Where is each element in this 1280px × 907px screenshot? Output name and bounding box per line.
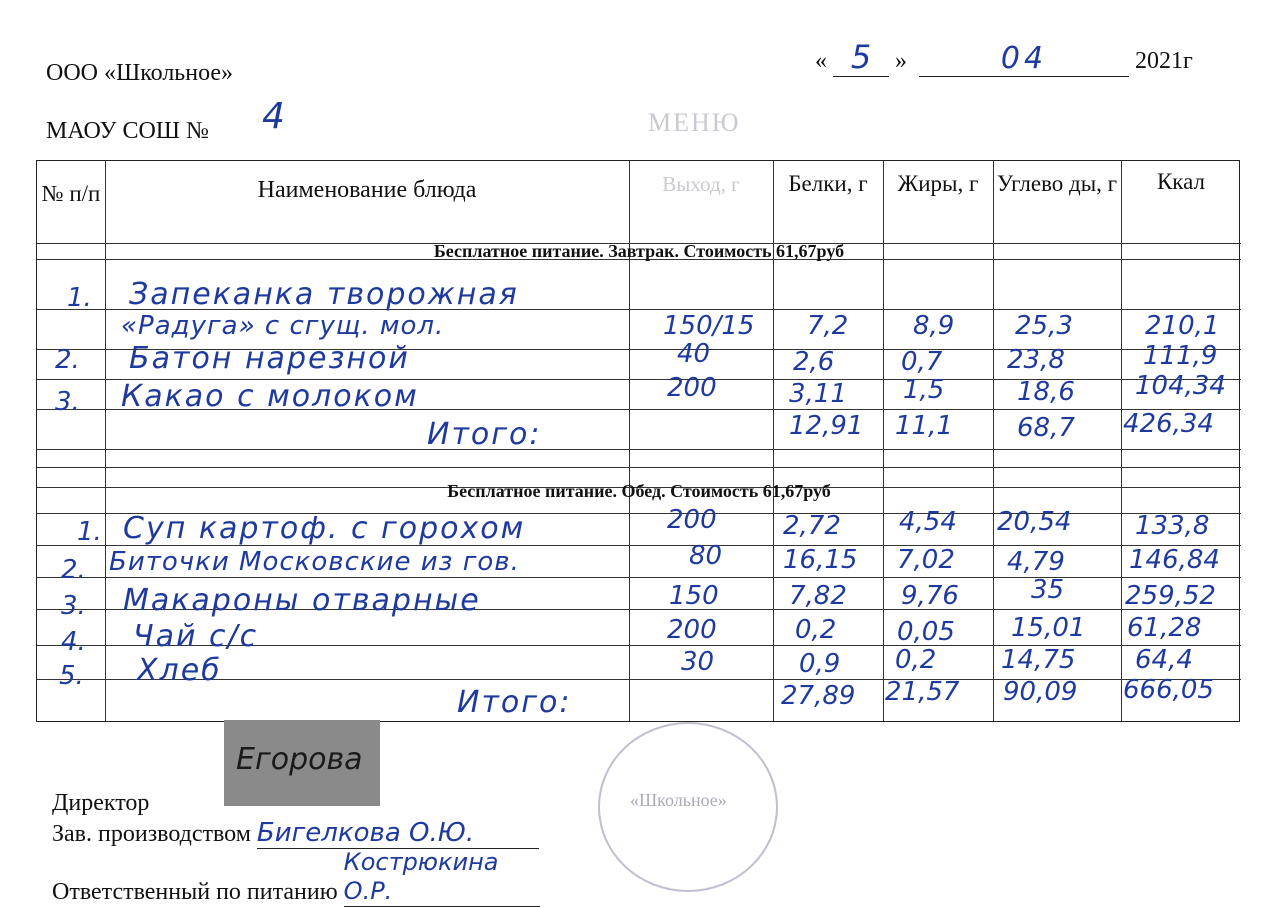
row-fat: 0,2	[895, 645, 937, 675]
row-dish-name: Суп картоф. с горохом	[123, 511, 526, 546]
row-carbs: 25,3	[1015, 311, 1073, 341]
row-protein: 0,2	[795, 615, 837, 645]
row-protein: 7,2	[807, 311, 849, 341]
row-carbs: 18,6	[1017, 377, 1075, 407]
row-num: 4.	[61, 627, 86, 657]
col-header-protein: Белки, г	[788, 171, 868, 196]
row-protein: 7,82	[789, 581, 847, 611]
row-fat: 11,1	[895, 411, 953, 441]
row-carbs: 23,8	[1007, 345, 1065, 375]
row-fat: 0,05	[897, 617, 955, 647]
row-kcal: 146,84	[1129, 545, 1220, 575]
production-label: Зав. производством	[52, 821, 251, 847]
row-num: 2.	[61, 555, 86, 585]
row-kcal: 666,05	[1123, 675, 1214, 705]
row-dish-name: «Радуга» с сгущ. мол.	[121, 311, 445, 341]
school-number: 4	[262, 96, 285, 137]
row-weight: 200	[667, 615, 717, 645]
row-protein: 12,91	[789, 411, 864, 441]
row-fat: 9,76	[901, 581, 959, 611]
row-weight: 200	[667, 505, 717, 535]
row-dish-name: Чай с/с	[133, 619, 259, 654]
row-carbs: 14,75	[1001, 645, 1076, 675]
row-protein: 27,89	[781, 681, 856, 711]
organization-name: ООО «Школьное»	[46, 60, 234, 86]
breakfast-section-title: Бесплатное питание. Завтрак. Стоимость 61,67руб	[433, 241, 845, 261]
row-kcal: 61,28	[1127, 613, 1202, 643]
director-signature: Егорова	[236, 742, 363, 777]
row-weight: 80	[689, 541, 723, 571]
date-line	[815, 38, 1193, 77]
menu-title: МЕНЮ	[648, 108, 741, 137]
row-protein: 16,15	[783, 545, 858, 575]
row-weight: 150/15	[663, 311, 755, 341]
row-fat: 8,9	[913, 311, 955, 341]
production-signature: Бигелкова О.Ю.	[256, 818, 475, 848]
row-num: 5.	[59, 661, 84, 691]
date-day: 5	[850, 38, 872, 76]
date-year: 2021г	[1135, 48, 1193, 74]
school-label	[46, 118, 209, 145]
row-num: 3.	[61, 591, 86, 621]
row-protein: 2,6	[793, 347, 835, 377]
row-protein: 0,9	[799, 649, 841, 679]
row-total-label: Итого:	[427, 417, 542, 452]
row-weight: 200	[667, 373, 717, 403]
row-carbs: 90,09	[1003, 677, 1078, 707]
responsible-label: Ответственный по питанию	[52, 879, 338, 905]
date-month: 04	[1000, 41, 1048, 76]
col-header-fat: Жиры, г	[897, 171, 979, 196]
row-fat: 0,7	[901, 347, 943, 377]
row-kcal: 426,34	[1123, 409, 1214, 439]
row-kcal: 104,34	[1135, 371, 1226, 401]
row-dish-name: Хлеб	[137, 653, 222, 688]
date-close-quote: »	[895, 48, 907, 74]
date-open-quote: «	[815, 48, 827, 74]
school-label-text: МАОУ СОШ №	[46, 118, 209, 144]
row-fat: 4,54	[899, 507, 957, 537]
row-dish-name: Батон нарезной	[129, 341, 410, 376]
row-num: 3.	[55, 387, 80, 417]
row-weight: 30	[681, 647, 715, 677]
row-fat: 21,57	[885, 677, 960, 707]
row-dish-name: Биточки Московские из гов.	[109, 547, 520, 577]
row-dish-name: Запеканка творожная	[129, 277, 519, 312]
row-fat: 7,02	[897, 545, 955, 575]
row-num: 2.	[55, 345, 80, 375]
row-num: 1.	[67, 283, 92, 313]
row-carbs: 20,54	[997, 507, 1072, 537]
row-kcal: 133,8	[1135, 511, 1210, 541]
responsible-line	[52, 848, 540, 907]
row-weight: 150	[669, 581, 719, 611]
lunch-section-title: Бесплатное питание. Обед. Стоимость 61,67руб	[447, 481, 831, 501]
row-carbs: 15,01	[1011, 613, 1086, 643]
row-weight: 40	[677, 339, 711, 369]
row-dish-name: Какао с молоком	[121, 379, 419, 414]
row-dish-name: Макароны отварные	[123, 583, 481, 618]
col-header-kcal: Ккал	[1156, 169, 1206, 194]
row-num: 1.	[77, 517, 102, 547]
row-kcal: 64,4	[1135, 645, 1193, 675]
menu-table	[36, 160, 1240, 722]
responsible-signature: Кострюкина О.Р.	[343, 848, 499, 905]
row-kcal: 111,9	[1143, 341, 1218, 371]
stamp-text: «Школьное»	[630, 790, 727, 810]
row-protein: 3,11	[789, 379, 847, 409]
col-header-num: № п/п	[41, 181, 101, 206]
row-protein: 2,72	[783, 511, 841, 541]
row-kcal: 259,52	[1125, 581, 1216, 611]
row-fat: 1,5	[903, 375, 945, 405]
row-carbs: 35	[1031, 575, 1065, 605]
col-header-carbs: Углево ды, г	[996, 171, 1118, 196]
row-carbs: 68,7	[1017, 413, 1075, 443]
col-header-name: Наименование блюда	[257, 177, 477, 203]
row-carbs: 4,79	[1007, 547, 1065, 577]
director-label: Директор	[52, 790, 150, 816]
row-total-label: Итого:	[457, 685, 572, 720]
col-header-weight: Выход, г	[662, 172, 740, 196]
row-kcal: 210,1	[1145, 311, 1220, 341]
production-line	[52, 818, 539, 849]
